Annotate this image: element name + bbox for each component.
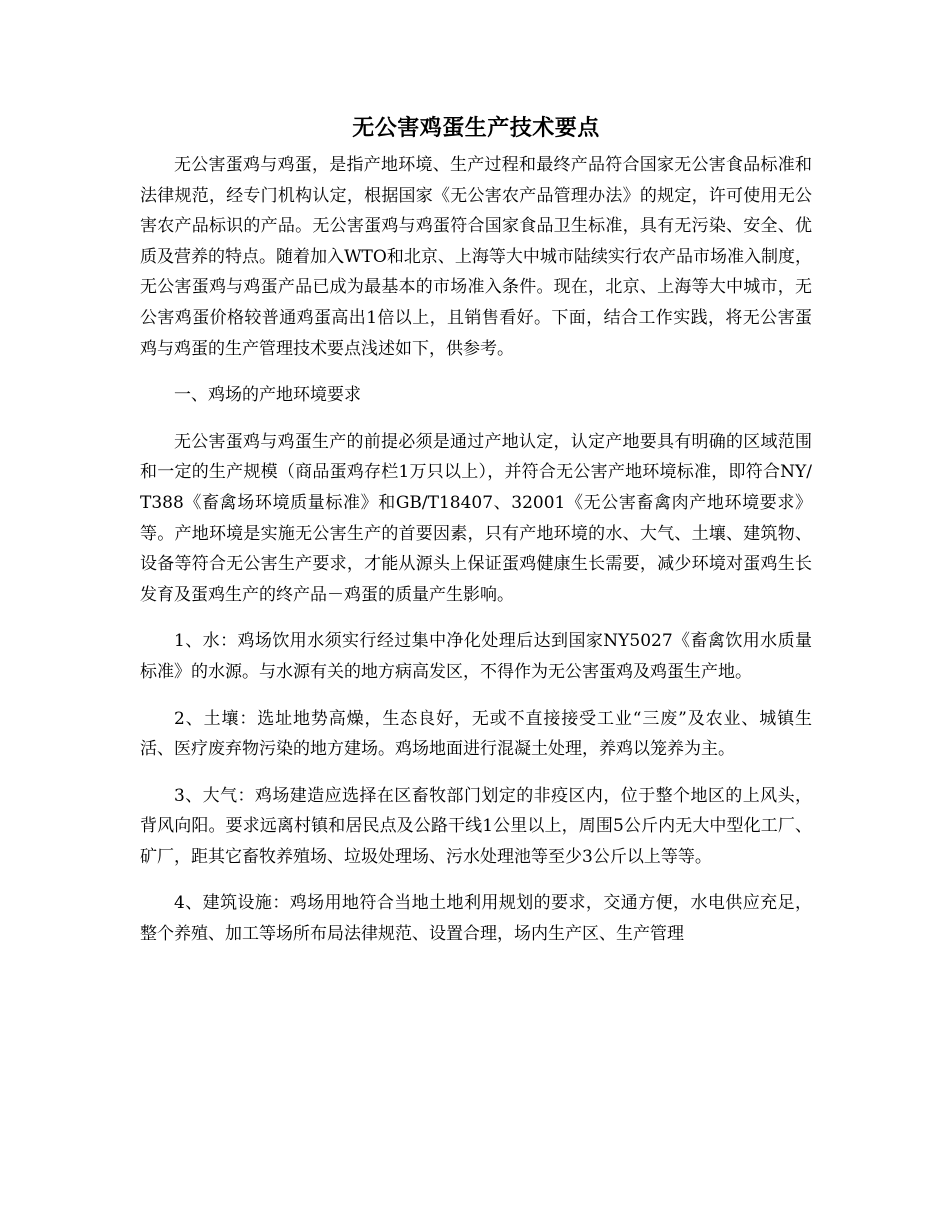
item-building: 4、建筑设施：鸡场用地符合当地土地利用规划的要求，交通方便，水电供应充足，整个养殖、加工等场所布局法律规范、设置合理，场内生产区、生产管理 xyxy=(140,893,812,945)
item-air: 3、大气：鸡场建造应选择在区畜牧部门划定的非疫区内，位于整个地区的上风头，背风向阳。要求远离村镇和居民点及公路干线1公里以上，周围5公斤内无大中型化工厂、矿厂，距其它畜牧养殖场、垃圾处理场、污水处理池等至少3公斤以上等等。 xyxy=(140,785,812,867)
section-body-environment: 无公害蛋鸡与鸡蛋生产的前提必须是通过产地认定，认定产地要具有明确的区域范围和一定的生产规模（商品蛋鸡存栏1万只以上），并符合无公害产地环境标准，即符合NY/T388《畜禽场环境质量标准》和GB/T18407、32001《无公害畜禽肉产地环境要求》等。产地环境是实施无公害生产的首要因素，只有产地环境的水、大气、土壤、建筑物、设备等符合无公害生产要求，才能从源头上保证蛋鸡健康生长需要，减少环境对蛋鸡生长发育及蛋鸡生产的终产品－鸡蛋的质量产生影响。 xyxy=(140,431,812,605)
item-water: 1、水：鸡场饮用水须实行经过集中净化处理后达到国家NY5027《畜禽饮用水质量标准》的水源。与水源有关的地方病高发区，不得作为无公害蛋鸡及鸡蛋生产地。 xyxy=(140,631,812,682)
document-title: 无公害鸡蛋生产技术要点 xyxy=(352,115,600,141)
document-page xyxy=(140,110,812,966)
intro-paragraph: 无公害蛋鸡与鸡蛋，是指产地环境、生产过程和最终产品符合国家无公害食品标准和法律规范，经专门机构认定，根据国家《无公害农产品管理办法》的规定，许可使用无公害农产品标识的产品。无公害蛋鸡与鸡蛋符合国家食品卫生标准，具有无污染、安全、优质及营养的特点。随着加入WTO和北京、上海等大中城市陆续实行农产品市场准入制度，无公害蛋鸡与鸡蛋产品已成为最基本的市场准入条件。现在，北京、上海等大中城市，无公害鸡蛋价格较普通鸡蛋高出1倍以上，且销售看好。下面，结合工作实践，将无公害蛋鸡与鸡蛋的生产管理技术要点浅述如下，供参考。 xyxy=(140,155,812,359)
item-soil: 2、土壤：选址地势高燥，生态良好，无或不直接接受工业“三废”及农业、城镇生活、医疗废弃物污染的地方建场。鸡场地面进行混凝土处理，养鸡以笼养为主。 xyxy=(140,708,812,760)
section-heading-environment: 一、鸡场的产地环境要求 xyxy=(174,385,361,406)
